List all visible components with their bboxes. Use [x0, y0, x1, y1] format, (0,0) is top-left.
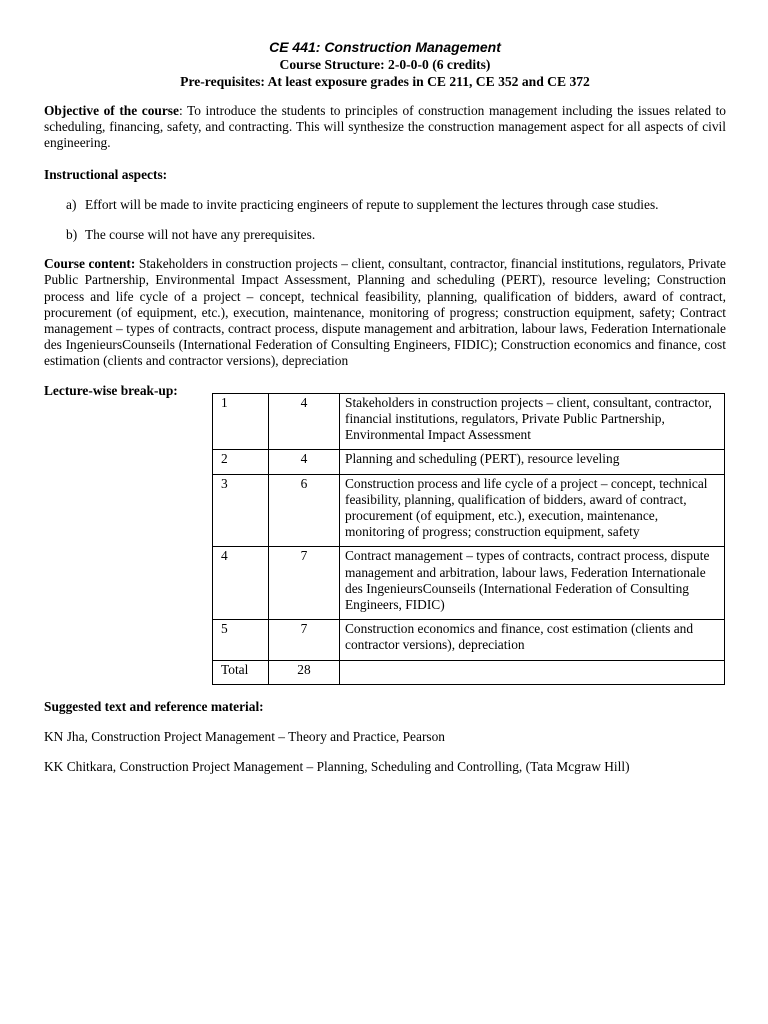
topic-cell: Stakeholders in construction projects – client, consultant, contractor, financial institutions, regulators, Private Public Partnership, Environmental Impact Assessment: [340, 393, 725, 450]
document-page: [44, 38, 726, 776]
topic-cell: Planning and scheduling (PERT), resource leveling: [340, 450, 725, 474]
row-number: 1: [213, 393, 269, 450]
instructional-item: [44, 197, 726, 213]
topic-cell: Construction process and life cycle of a project – concept, technical feasibility, planning, qualification of bidders, award of contract, procurement (of equipment, etc.), execution, maintenance, monitoring of progress; construction equipment, safety: [340, 474, 725, 547]
row-number: 2: [213, 450, 269, 474]
total-lecture-count: 28: [269, 660, 340, 684]
lecture-count: 6: [269, 474, 340, 547]
references-title: Suggested text and reference material:: [44, 698, 264, 714]
row-number: 3: [213, 474, 269, 547]
instructional-item-text: Effort will be made to invite practicing engineers of repute to supplement the lectures through case studies.: [85, 196, 659, 212]
instructional-item-text: The course will not have any prerequisites.: [85, 227, 316, 243]
course-content-paragraph: [44, 256, 726, 369]
course-content-label: Course content:: [44, 256, 136, 272]
lecture-breakup-title: Lecture-wise break-up:: [44, 382, 178, 398]
course-title: CE 441: Construction Management: [269, 39, 501, 55]
lecture-count: 7: [269, 547, 340, 620]
lecture-breakup-table: [212, 393, 725, 685]
instructional-title: Instructional aspects:: [44, 166, 168, 182]
total-label: Total: [213, 660, 269, 684]
lecture-count: 4: [269, 450, 340, 474]
table-row: [213, 547, 725, 620]
topic-cell: Contract management – types of contracts, contract process, dispute management and arbitration, labour laws, Federation Internationale des IngenieursCounseils (International Federation of Consulting Engineers, FIDIC): [340, 547, 725, 620]
instructional-item: [44, 227, 726, 243]
lecture-count: 7: [269, 620, 340, 660]
table-row: [213, 620, 725, 660]
lecture-count: 4: [269, 393, 340, 450]
row-number: 4: [213, 547, 269, 620]
list-marker: a): [66, 196, 77, 212]
objective-text: : To introduce the students to principles of construction management including the issues related to scheduling, financing, safety, and contracting. This will synthesize the construction management aspect for all aspects of civil engineering.: [44, 103, 727, 151]
course-prerequisites: Pre-requisites: At least exposure grades in CE 211, CE 352 and CE 372: [180, 74, 590, 89]
table-row: [213, 474, 725, 547]
course-structure: Course Structure: 2-0-0-0 (6 credits): [279, 57, 491, 72]
course-content-text: Stakeholders in construction projects – client, consultant, contractor, financial institutions, regulators, Private Public Partnership, Environmental Impact Assessment, Planning and scheduling (PERT), resource leveling; Construction process and life cycle of a project – concept, technical feasibility, planning, qualification of bidders, award of contract, procurement (of equipment, etc.), execution, maintenance, monitoring of progress; construction equipment, safety; Contract management – types of contracts, contract process, dispute management and arbitration, labour laws, Federation Internationale des IngenieursCounseils (International Federation of Consulting Engineers, FIDIC); Construction economics and finance, cost estimation (clients and contractor versions), depreciation: [44, 256, 726, 369]
topic-cell: Construction economics and finance, cost estimation (clients and contractor versions), depreciation: [340, 620, 725, 660]
reference-item: KN Jha, Construction Project Management – Theory and Practice, Pearson: [44, 729, 445, 745]
reference-item: KK Chitkara, Construction Project Management – Planning, Scheduling and Controlling, (Tata Mcgraw Hill): [44, 759, 630, 775]
row-number: 5: [213, 620, 269, 660]
objective-paragraph: [44, 103, 726, 152]
topic-cell: [340, 660, 725, 684]
table-row: [213, 393, 725, 450]
list-marker: b): [66, 227, 78, 243]
table-row-total: [213, 660, 725, 684]
table-row: [213, 450, 725, 474]
objective-label: Objective of the course: [44, 103, 179, 118]
